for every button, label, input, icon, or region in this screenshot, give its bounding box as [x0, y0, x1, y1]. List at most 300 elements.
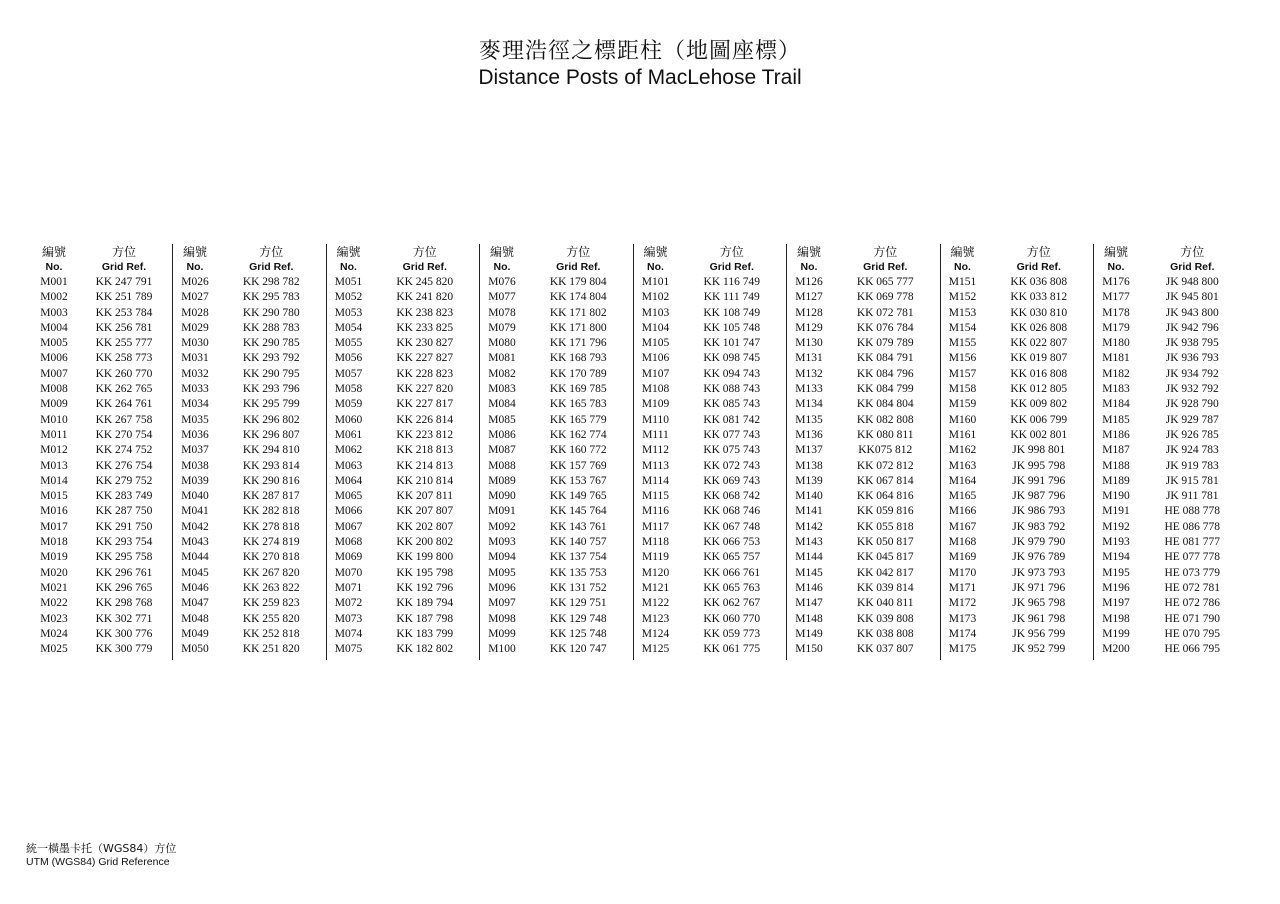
table-row: [1094, 627, 1247, 642]
header-ref-zh: 方位: [719, 245, 744, 259]
post-number: M074: [334, 627, 363, 640]
table-row: [941, 642, 1094, 657]
post-number: M096: [488, 581, 516, 594]
table-row: [32, 428, 172, 443]
table-row: [787, 321, 940, 336]
grid-reference: JK 991 796: [1012, 474, 1066, 487]
post-number: M043: [181, 536, 209, 549]
grid-reference: JK 986 793: [1012, 505, 1066, 518]
header-ref-zh: 方位: [1180, 245, 1205, 259]
grid-reference: KK 039 814: [856, 581, 914, 594]
post-number: M017: [40, 520, 68, 533]
table-row: [480, 351, 633, 366]
post-number: M138: [795, 459, 823, 472]
post-number: M099: [488, 627, 516, 640]
post-number: M151: [948, 276, 977, 288]
post-number: M115: [641, 490, 670, 503]
grid-reference: KK 069 743: [703, 474, 761, 487]
table-group: [1093, 244, 1247, 660]
table-row: [32, 474, 172, 489]
grid-reference: HE 070 795: [1164, 627, 1221, 640]
table-row: [173, 550, 326, 565]
table-row: [941, 397, 1094, 412]
post-number: M103: [641, 306, 670, 319]
table-row: [173, 413, 326, 428]
grid-reference: KK 238 823: [396, 306, 454, 319]
page-title-chinese: 麥理浩徑之標距柱（地圖座標）: [478, 39, 801, 64]
distance-post-tables: [32, 244, 1246, 660]
grid-reference: KK 065 757: [703, 551, 761, 564]
table-row: [1094, 306, 1247, 321]
grid-reference: KK 290 785: [242, 337, 300, 350]
table-row: [634, 520, 787, 535]
table-row: [634, 397, 787, 412]
post-number: M050: [181, 643, 209, 656]
post-number: M111: [642, 428, 669, 441]
grid-reference-table: [480, 244, 633, 657]
post-number: M149: [795, 627, 823, 640]
grid-reference: KK 042 817: [856, 566, 914, 579]
table-row: [32, 550, 172, 565]
post-number: M185: [1102, 413, 1130, 426]
table-row: [941, 382, 1094, 397]
table-row: [941, 443, 1094, 458]
grid-reference: KK 302 771: [95, 612, 153, 625]
grid-reference: KK 129 748: [549, 612, 607, 625]
post-number: M175: [948, 643, 977, 656]
table-row: [634, 642, 787, 657]
grid-reference: KK 170 789: [549, 367, 607, 380]
post-number: M118: [641, 536, 670, 549]
grid-reference: KK 067 748: [703, 520, 761, 533]
post-number: M122: [641, 597, 670, 610]
post-number: M040: [181, 490, 209, 503]
table-row: [941, 627, 1094, 642]
grid-reference: KK 228 823: [396, 367, 454, 380]
table-row: [173, 596, 326, 611]
grid-reference: JK 942 796: [1165, 321, 1219, 334]
post-number: M046: [181, 581, 209, 594]
table-row: [634, 367, 787, 382]
post-number: M170: [948, 566, 977, 579]
grid-reference: KK 171 802: [549, 306, 607, 319]
table-row: [1094, 275, 1247, 290]
grid-reference: KK 223 812: [396, 428, 454, 441]
grid-reference: KK 187 798: [396, 612, 454, 625]
table-row: [634, 627, 787, 642]
grid-reference: KK 060 770: [703, 612, 761, 625]
grid-reference: KK 227 827: [396, 352, 454, 365]
table-row: [327, 489, 480, 504]
post-number: M020: [40, 566, 68, 579]
grid-reference: KK 247 791: [95, 276, 153, 288]
table-row: [480, 443, 633, 458]
table-row: [327, 351, 480, 366]
table-row: [787, 382, 940, 397]
post-number: M094: [488, 551, 516, 564]
post-number: M054: [334, 321, 363, 334]
post-number: M025: [40, 643, 68, 656]
table-row: [32, 627, 172, 642]
table-row: [787, 535, 940, 550]
table-row: [787, 443, 940, 458]
grid-reference: KK 290 795: [242, 367, 300, 380]
grid-reference: JK 987 796: [1012, 490, 1066, 503]
table-row: [32, 566, 172, 581]
grid-reference: KK 165 783: [549, 398, 607, 411]
table-row: [941, 520, 1094, 535]
post-number: M092: [488, 520, 516, 533]
grid-reference: KK 006 799: [1010, 413, 1068, 426]
grid-reference: KK 149 765: [549, 490, 607, 503]
table-row: [634, 306, 787, 321]
table-row: [327, 642, 480, 657]
header-ref-en: Grid Ref.: [1170, 261, 1215, 273]
grid-reference: KK 296 765: [95, 581, 153, 594]
grid-reference: KK 262 765: [95, 383, 153, 396]
grid-reference: KK 207 811: [396, 490, 453, 503]
table-row: [173, 520, 326, 535]
post-number: M056: [334, 352, 363, 365]
table-row: [941, 474, 1094, 489]
table-row: [941, 428, 1094, 443]
grid-reference: KK 290 816: [242, 474, 300, 487]
table-row: [32, 535, 172, 550]
grid-reference: KK 108 749: [703, 306, 761, 319]
grid-reference: KK 033 812: [1010, 291, 1068, 304]
table-row: [173, 612, 326, 627]
post-number: M004: [40, 321, 68, 334]
table-row: [173, 474, 326, 489]
table-row: [32, 581, 172, 596]
table-row: [173, 443, 326, 458]
grid-reference: JK 945 801: [1165, 291, 1219, 304]
table-row: [787, 367, 940, 382]
grid-reference: KK 137 754: [549, 551, 607, 564]
grid-reference: KK 067 814: [856, 474, 914, 487]
table-row: [787, 428, 940, 443]
post-number: M012: [40, 444, 68, 457]
grid-reference: JK 911 781: [1165, 490, 1219, 503]
table-row: [173, 336, 326, 351]
header-no-en: No.: [647, 261, 664, 273]
grid-reference: KK 065 777: [856, 276, 914, 288]
grid-reference: JK 926 785: [1165, 428, 1219, 441]
post-number: M106: [641, 352, 670, 365]
header-no-zh: 編號: [182, 245, 207, 259]
post-number: M181: [1102, 352, 1130, 365]
post-number: M062: [334, 444, 363, 457]
grid-reference: JK 952 799: [1012, 643, 1066, 656]
post-number: M160: [948, 413, 977, 426]
grid-reference: JK 936 793: [1165, 352, 1219, 365]
post-number: M093: [488, 536, 516, 549]
post-number: M104: [641, 321, 670, 334]
grid-reference: KK 296 761: [95, 566, 153, 579]
post-number: M024: [40, 627, 68, 640]
table-row: [1094, 642, 1247, 657]
table-row: [1094, 535, 1247, 550]
table-row: [787, 520, 940, 535]
table-row: [480, 550, 633, 565]
grid-reference: KK 062 767: [703, 597, 761, 610]
post-number: M051: [334, 276, 363, 288]
table-row: [173, 351, 326, 366]
grid-reference: KK 260 770: [95, 367, 153, 380]
post-number: M162: [948, 444, 977, 457]
table-row: [941, 504, 1094, 519]
grid-reference: KK 009 802: [1010, 398, 1068, 411]
grid-reference-table: [32, 244, 172, 657]
table-row: [327, 428, 480, 443]
header-ref-en: Grid Ref.: [556, 261, 601, 273]
post-number: M147: [795, 597, 823, 610]
post-number: M134: [795, 398, 823, 411]
post-number: M199: [1102, 627, 1130, 640]
post-number: M076: [488, 276, 516, 288]
table-row: [173, 627, 326, 642]
table-row: [32, 504, 172, 519]
post-number: M110: [641, 413, 670, 426]
table-row: [787, 397, 940, 412]
table-row: [1094, 612, 1247, 627]
post-number: M193: [1102, 536, 1130, 549]
post-number: M008: [40, 383, 68, 396]
post-number: M049: [181, 627, 209, 640]
post-number: M023: [40, 612, 68, 625]
post-number: M139: [795, 474, 823, 487]
grid-reference: JK 934 792: [1165, 367, 1219, 380]
grid-reference-table: [787, 244, 940, 657]
grid-reference: KK 258 773: [95, 352, 153, 365]
table-row: [787, 459, 940, 474]
grid-reference: KK 230 827: [396, 337, 454, 350]
table-row: [327, 443, 480, 458]
table-row: [480, 627, 633, 642]
grid-reference: KK 296 802: [242, 413, 300, 426]
table-row: [173, 290, 326, 305]
header-no-en: No.: [954, 261, 971, 273]
grid-reference: KK 296 807: [242, 428, 300, 441]
post-number: M044: [181, 551, 209, 564]
grid-reference: JK 976 789: [1012, 551, 1066, 564]
post-number: M178: [1102, 306, 1130, 319]
header-ref-en: Grid Ref.: [402, 261, 447, 273]
table-row: [1094, 504, 1247, 519]
table-row: [32, 306, 172, 321]
post-number: M124: [641, 627, 670, 640]
table-row: [327, 321, 480, 336]
table-row: [787, 550, 940, 565]
grid-reference: KK 168 793: [549, 352, 607, 365]
table-row: [480, 413, 633, 428]
grid-reference: JK 983 792: [1012, 520, 1066, 533]
table-row: [634, 459, 787, 474]
post-number: M172: [948, 597, 977, 610]
grid-reference: KK 252 818: [242, 627, 300, 640]
grid-reference: HE 086 778: [1164, 520, 1221, 533]
post-number: M041: [181, 505, 209, 518]
grid-reference: KK 072 743: [703, 459, 761, 472]
grid-reference: KK 276 754: [95, 459, 153, 472]
table-row: [173, 566, 326, 581]
table-row: [32, 397, 172, 412]
post-number: M067: [334, 520, 363, 533]
table-row: [941, 535, 1094, 550]
table-row: [1094, 336, 1247, 351]
table-row: [480, 566, 633, 581]
table-row: [1094, 489, 1247, 504]
header-no-zh: 編號: [489, 245, 514, 259]
grid-reference: JK 956 799: [1012, 627, 1066, 640]
grid-reference: KK 267 758: [95, 413, 153, 426]
post-number: M002: [40, 291, 68, 304]
post-number: M001: [40, 276, 68, 288]
post-number: M130: [795, 337, 823, 350]
table-row: [634, 321, 787, 336]
grid-reference: KK 077 743: [703, 428, 761, 441]
header-ref-zh: 方位: [566, 245, 591, 259]
grid-reference: KK 030 810: [1010, 306, 1068, 319]
grid-reference: JK 919 783: [1165, 459, 1219, 472]
grid-reference: KK 270 818: [242, 551, 300, 564]
table-row: [634, 550, 787, 565]
post-number: M082: [488, 367, 516, 380]
post-number: M116: [641, 505, 670, 518]
grid-reference: KK 162 774: [549, 428, 607, 441]
post-number: M166: [948, 505, 977, 518]
grid-reference: KK 300 776: [95, 627, 153, 640]
grid-reference: JK 924 783: [1165, 444, 1219, 457]
grid-reference: HE 088 778: [1164, 505, 1221, 518]
post-number: M171: [948, 581, 977, 594]
table-row: [1094, 413, 1247, 428]
grid-reference: KK 059 816: [856, 505, 914, 518]
table-row: [634, 413, 787, 428]
table-row: [480, 367, 633, 382]
grid-reference: KK 075 743: [703, 444, 761, 457]
table-row: [480, 474, 633, 489]
grid-reference: KK 202 807: [396, 520, 454, 533]
grid-reference: KK 294 810: [242, 444, 300, 457]
header-no-en: No.: [1107, 261, 1125, 273]
table-row: [787, 642, 940, 657]
post-number: M102: [641, 291, 670, 304]
table-row: [941, 596, 1094, 611]
table-row: [480, 336, 633, 351]
grid-reference: KK 255 820: [242, 612, 300, 625]
grid-reference: JK 971 796: [1012, 581, 1066, 594]
table-row: [32, 612, 172, 627]
grid-reference: HE 072 786: [1164, 597, 1221, 610]
table-row: [173, 642, 326, 657]
post-number: M127: [795, 291, 823, 304]
table-row: [480, 275, 633, 290]
table-row: [634, 489, 787, 504]
post-number: M058: [334, 383, 363, 396]
post-number: M086: [488, 428, 516, 441]
table-row: [32, 596, 172, 611]
grid-reference: KK 293 796: [242, 383, 300, 396]
table-row: [327, 550, 480, 565]
table-row: [480, 321, 633, 336]
post-number: M123: [641, 612, 670, 625]
post-number: M146: [795, 581, 823, 594]
grid-reference: KK 080 811: [857, 428, 914, 441]
grid-reference: KK 274 819: [242, 536, 300, 549]
grid-reference: KK 293 754: [95, 536, 153, 549]
post-number: M101: [641, 276, 670, 288]
table-row: [173, 489, 326, 504]
grid-reference: KK 094 743: [703, 367, 761, 380]
table-row: [327, 566, 480, 581]
post-number: M063: [334, 459, 363, 472]
grid-reference: KK 298 768: [95, 597, 153, 610]
grid-reference: KK 251 820: [242, 643, 300, 656]
table-group: [172, 244, 326, 660]
grid-reference: KK 283 749: [95, 490, 153, 503]
grid-reference: KK 199 800: [396, 551, 454, 564]
table-row: [634, 596, 787, 611]
header-no-zh: 編號: [796, 245, 821, 259]
grid-reference: KK 079 789: [856, 337, 914, 350]
table-row: [32, 321, 172, 336]
post-number: M084: [488, 398, 516, 411]
table-row: [941, 351, 1094, 366]
table-row: [787, 275, 940, 290]
grid-reference: KK 241 820: [396, 291, 454, 304]
post-number: M198: [1102, 612, 1130, 625]
post-number: M015: [40, 490, 68, 503]
post-number: M048: [181, 612, 209, 625]
grid-reference: KK 084 796: [856, 367, 914, 380]
post-number: M145: [795, 566, 823, 579]
table-row: [787, 413, 940, 428]
grid-reference: KK 218 813: [396, 444, 454, 457]
table-row: [941, 367, 1094, 382]
post-number: M141: [795, 505, 823, 518]
post-number: M083: [488, 383, 516, 396]
post-number: M021: [40, 581, 68, 594]
grid-reference: KK 072 812: [856, 459, 914, 472]
table-row: [327, 581, 480, 596]
table-row: [1094, 566, 1247, 581]
post-number: M163: [948, 459, 977, 472]
grid-reference: KK 061 775: [703, 643, 761, 656]
post-number: M136: [795, 428, 823, 441]
grid-reference: KK 135 753: [549, 566, 607, 579]
post-number: M009: [40, 398, 68, 411]
post-number: M125: [641, 643, 670, 656]
post-number: M155: [948, 337, 977, 350]
post-number: M192: [1102, 520, 1130, 533]
post-number: M077: [488, 291, 516, 304]
grid-reference: KK 251 789: [95, 291, 153, 304]
grid-reference: KK 157 769: [549, 459, 607, 472]
post-number: M026: [181, 276, 209, 288]
grid-reference: KK 183 799: [396, 627, 454, 640]
grid-reference: JK 929 787: [1165, 413, 1219, 426]
table-row: [327, 474, 480, 489]
grid-reference: KK 038 808: [856, 627, 914, 640]
table-row: [1094, 474, 1247, 489]
grid-reference: KK 169 785: [549, 383, 607, 396]
grid-reference: KK 129 751: [549, 597, 607, 610]
table-row: [327, 367, 480, 382]
table-row: [1094, 351, 1247, 366]
table-row: [941, 566, 1094, 581]
grid-reference-table: [1094, 244, 1247, 657]
